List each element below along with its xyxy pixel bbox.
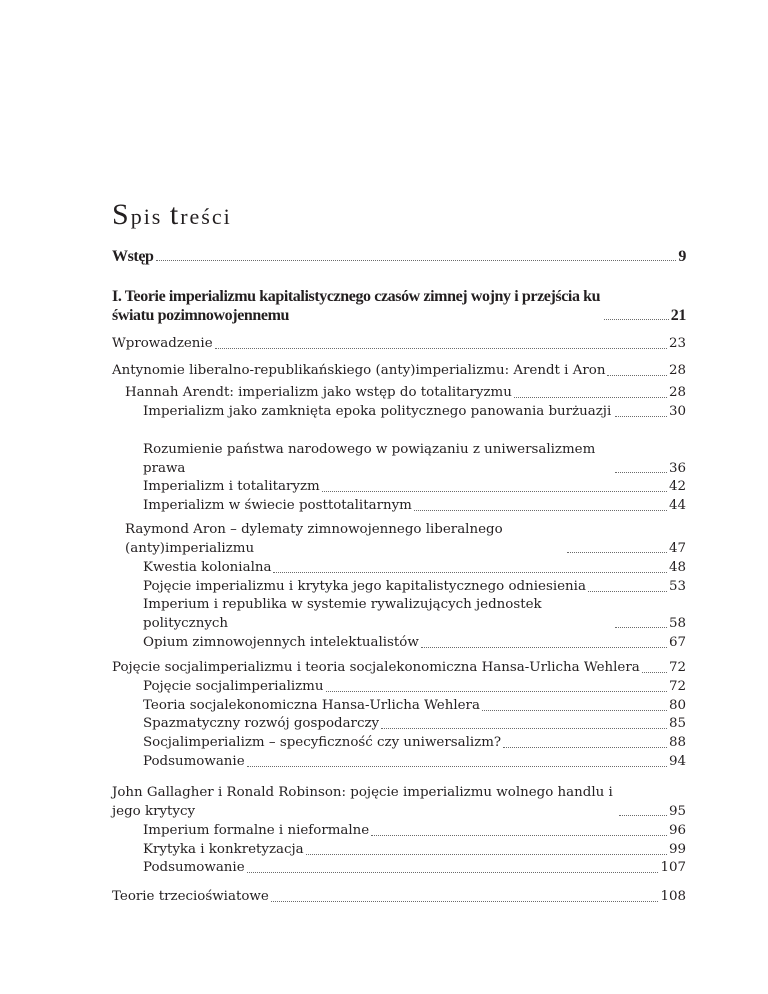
toc-entry-title: Wprowadzenie (112, 336, 213, 351)
toc-entry-title: Imperializm w świecie posttotalitarnym (143, 498, 412, 513)
toc-entry-page: 107 (660, 860, 686, 875)
dot-leader (381, 728, 667, 729)
toc-entry (112, 715, 686, 734)
heading-initial-2: t (169, 198, 181, 231)
toc-entry-page: 9 (678, 248, 686, 265)
toc-entry-page: 48 (668, 560, 686, 575)
toc-entry-title: Imperium formalne i nieformalne (143, 823, 370, 838)
dot-leader (247, 766, 667, 767)
toc-entry (112, 888, 686, 907)
dot-leader (503, 747, 667, 748)
dot-leader (215, 348, 667, 349)
toc-entry-title: John Gallagher i Ronald Robinson: pojęcie imperializmu wolnego handlu i jego krytycy (112, 785, 613, 819)
toc-entry-title: Teorie trzecioświatowe (112, 889, 269, 904)
toc-entry-page: 30 (668, 404, 686, 419)
toc-entry-page: 72 (668, 660, 686, 675)
toc-entry-page: 23 (668, 336, 686, 351)
toc-entry (112, 596, 686, 633)
toc-entry (112, 478, 686, 497)
dot-leader (271, 901, 659, 902)
toc-entry (112, 247, 686, 266)
dot-leader (306, 854, 667, 855)
toc-entry-page: 28 (668, 385, 686, 400)
dot-leader (482, 710, 667, 711)
toc-entry (112, 784, 686, 821)
toc-entry-page: 72 (668, 679, 686, 694)
toc-entry-page: 44 (668, 498, 686, 513)
dot-leader (414, 510, 667, 511)
toc-entry-title: Pojęcie socjalimperializmu (143, 679, 324, 694)
dot-leader (247, 872, 659, 873)
toc-entry-page: 108 (660, 889, 686, 904)
dot-leader (642, 672, 667, 673)
toc-entry-page: 94 (668, 754, 686, 769)
toc-entry-page: 36 (668, 460, 686, 476)
toc-entry (112, 697, 686, 716)
toc-entry-title: Krytyka i konkretyzacja (143, 842, 304, 857)
toc-entry (112, 403, 686, 422)
toc-entry (112, 497, 686, 516)
heading-rest-2: reści (180, 204, 232, 229)
dot-leader (514, 397, 667, 398)
toc-entry-page: 58 (668, 615, 686, 631)
heading-initial: S (112, 198, 131, 231)
dot-leader (322, 491, 667, 492)
heading-rest-1: pis (130, 204, 170, 229)
toc-entry-title: Hannah Arendt: imperializm jako wstęp do totalitaryzmu (125, 385, 512, 400)
toc-entry (112, 822, 686, 841)
dot-leader (371, 835, 667, 836)
toc-entry (112, 578, 686, 597)
dot-leader (615, 472, 667, 473)
toc-heading (112, 198, 232, 232)
dot-leader (615, 416, 667, 417)
toc-entry (112, 362, 686, 381)
toc-entry-title: Imperializm jako zamknięta epoka politycznego panowania burżuazji (143, 404, 612, 419)
toc-entry-page: 85 (668, 716, 686, 731)
toc-entry-title: Imperium i republika w systemie rywalizujących jednostek politycznych (143, 597, 542, 631)
toc-entry (112, 559, 686, 578)
toc-entry-page: 21 (670, 307, 686, 324)
toc-entry-page: 67 (668, 635, 686, 650)
toc-entry-page: 80 (668, 698, 686, 713)
dot-leader (607, 375, 666, 376)
toc-entry-title: Pojęcie socjalimperializmu i teoria socjalekonomiczna Hansa-Urlicha Wehlera (112, 660, 640, 675)
toc-entry-page: 42 (668, 479, 686, 494)
toc-entry-page: 99 (668, 842, 686, 857)
toc-entry (112, 659, 686, 678)
toc-entry-title: Kwestia kolonialna (143, 560, 272, 575)
toc-entry-page: 95 (668, 803, 686, 819)
toc-entry (112, 634, 686, 653)
toc-entry (112, 678, 686, 697)
dot-leader (156, 260, 677, 261)
dot-leader (619, 815, 667, 816)
toc-entry (112, 841, 686, 860)
toc-entry (112, 335, 686, 354)
toc-entry-page: 96 (668, 823, 686, 838)
toc-entry-title: I. Teorie imperializmu kapitalistycznego czasów zimnej wojny i przejścia ku światu pozimnowojennemu (112, 288, 601, 324)
dot-leader (273, 572, 666, 573)
dot-leader (567, 552, 667, 553)
toc-entry-page: 88 (668, 735, 686, 750)
toc-entry-title: Pojęcie imperializmu i krytyka jego kapitalistycznego odniesienia (143, 579, 586, 594)
toc-entry-title: Podsumowanie (143, 860, 245, 875)
toc-entry-page: 53 (668, 579, 686, 594)
toc-entry (112, 521, 686, 558)
toc-entry (112, 441, 686, 478)
dot-leader (421, 647, 667, 648)
toc-entry-title: Antynomie liberalno-republikańskiego (anty)imperializmu: Arendt i Aron (112, 363, 606, 378)
toc-entry-title: Opium zimnowojennych intelektualistów (143, 635, 419, 650)
toc-entry-title: Podsumowanie (143, 754, 245, 769)
toc-entry-page: 28 (668, 363, 686, 378)
toc-entry-title: Teoria socjalekonomiczna Hansa-Urlicha Wehlera (143, 698, 480, 713)
toc-entry (112, 287, 686, 325)
toc-entry-title: Imperializm i totalitaryzm (143, 479, 320, 494)
toc-entry-title: Rozumienie państwa narodowego w powiązaniu z uniwersalizmem prawa (143, 442, 596, 476)
toc-entry-title: Raymond Aron – dylematy zimnowojennego liberalnego (anty)imperializmu (125, 522, 503, 556)
dot-leader (615, 627, 667, 628)
dot-leader (326, 691, 667, 692)
toc-entry-page: 47 (668, 540, 686, 556)
toc-entry-title: Spazmatyczny rozwój gospodarczy (143, 716, 380, 731)
dot-leader (604, 319, 669, 320)
toc-entry (112, 753, 686, 772)
toc-entry (112, 384, 686, 403)
dot-leader (588, 591, 667, 592)
toc-entry (112, 859, 686, 878)
toc-entry (112, 734, 686, 753)
toc-entry-title: Wstęp (112, 248, 154, 265)
toc-entry-title: Socjalimperializm – specyficzność czy uniwersalizm? (143, 735, 502, 750)
